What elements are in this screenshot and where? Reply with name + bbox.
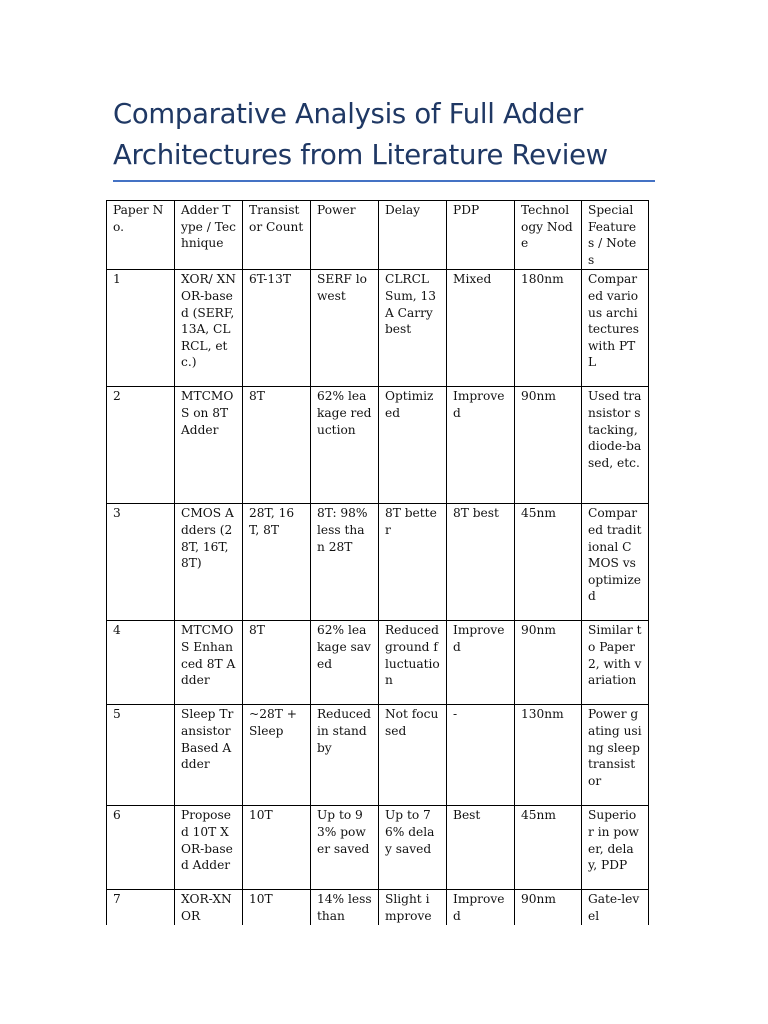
cell-power: 62% leakage saved xyxy=(311,621,379,705)
cell-paper-no: 2 xyxy=(107,387,175,504)
cell-transistor-count: 8T xyxy=(243,387,311,504)
cell-delay: 8T better xyxy=(379,504,447,621)
cell-power: 14% less than xyxy=(311,890,379,925)
cell-adder-type: MTCMOS Enhanced 8T Adder xyxy=(175,621,243,705)
table-row xyxy=(107,387,649,504)
cell-delay: Slight improve xyxy=(379,890,447,925)
cell-delay: Optimized xyxy=(379,387,447,504)
cell-technology-node: 45nm xyxy=(515,806,582,890)
cell-adder-type: CMOS Adders (28T, 16T, 8T) xyxy=(175,504,243,621)
cell-special-features: Gate-level xyxy=(582,890,649,925)
table-row xyxy=(107,504,649,621)
cell-paper-no: 4 xyxy=(107,621,175,705)
cell-adder-type: XOR/ XNOR-based (SERF, 13A, CLRCL, etc.) xyxy=(175,270,243,387)
cell-transistor-count: 8T xyxy=(243,621,311,705)
cell-transistor-count: 6T-13T xyxy=(243,270,311,387)
cell-special-features: Power gating using sleep transistor xyxy=(582,705,649,806)
cell-technology-node: 130nm xyxy=(515,705,582,806)
header-cell-power: Power xyxy=(311,201,379,270)
cell-technology-node: 45nm xyxy=(515,504,582,621)
header-cell-adder-type: Adder Type / Technique xyxy=(175,201,243,270)
cell-paper-no: 3 xyxy=(107,504,175,621)
cell-power: Reduced in standby xyxy=(311,705,379,806)
cell-technology-node: 90nm xyxy=(515,387,582,504)
cell-pdp: Improved xyxy=(447,890,515,925)
cell-adder-type: MTCMOS on 8T Adder xyxy=(175,387,243,504)
cell-power: SERF lowest xyxy=(311,270,379,387)
table-row xyxy=(107,270,649,387)
header-cell-transistor-count: Transistor Count xyxy=(243,201,311,270)
cell-special-features: Compared traditional CMOS vs optimized xyxy=(582,504,649,621)
cell-paper-no: 7 xyxy=(107,890,175,925)
comparison-table xyxy=(106,200,649,925)
cell-pdp: 8T best xyxy=(447,504,515,621)
cell-technology-node: 90nm xyxy=(515,890,582,925)
cell-technology-node: 180nm xyxy=(515,270,582,387)
cell-adder-type: Sleep Transistor Based Adder xyxy=(175,705,243,806)
table-row xyxy=(107,806,649,890)
cell-pdp: Mixed xyxy=(447,270,515,387)
header-cell-technology-node: Technology Node xyxy=(515,201,582,270)
cell-pdp: Improved xyxy=(447,621,515,705)
cell-special-features: Superior in power, delay, PDP xyxy=(582,806,649,890)
cell-pdp: Improved xyxy=(447,387,515,504)
cell-delay: Not focused xyxy=(379,705,447,806)
cell-special-features: Compared various architectures with PTL xyxy=(582,270,649,387)
cell-pdp: Best xyxy=(447,806,515,890)
table-row xyxy=(107,621,649,705)
cell-adder-type: Proposed 10T XOR-based Adder xyxy=(175,806,243,890)
table-header-row xyxy=(107,201,649,270)
header-cell-paper-no: Paper No. xyxy=(107,201,175,270)
cell-pdp: - xyxy=(447,705,515,806)
cell-special-features: Used transistor stacking, diode-based, etc. xyxy=(582,387,649,504)
cell-paper-no: 6 xyxy=(107,806,175,890)
cell-paper-no: 5 xyxy=(107,705,175,806)
header-cell-delay: Delay xyxy=(379,201,447,270)
table-row xyxy=(107,705,649,806)
cell-transistor-count: 28T, 16T, 8T xyxy=(243,504,311,621)
header-cell-special-features: Special Features / Notes xyxy=(582,201,649,270)
cell-adder-type: XOR-XNOR xyxy=(175,890,243,925)
cell-transistor-count: ~28T + Sleep xyxy=(243,705,311,806)
cell-paper-no: 1 xyxy=(107,270,175,387)
cell-delay: Up to 76% delay saved xyxy=(379,806,447,890)
cell-power: 8T: 98% less than 28T xyxy=(311,504,379,621)
cell-technology-node: 90nm xyxy=(515,621,582,705)
cell-power: Up to 93% power saved xyxy=(311,806,379,890)
cell-power: 62% leakage reduction xyxy=(311,387,379,504)
cell-delay: Reduced ground fluctuation xyxy=(379,621,447,705)
cell-transistor-count: 10T xyxy=(243,806,311,890)
cell-delay: CLRCL Sum, 13A Carry best xyxy=(379,270,447,387)
header-cell-pdp: PDP xyxy=(447,201,515,270)
table-row xyxy=(107,890,649,925)
cell-special-features: Similar to Paper 2, with variation xyxy=(582,621,649,705)
cell-transistor-count: 10T xyxy=(243,890,311,925)
page-title: Comparative Analysis of Full Adder Architectures from Literature Review xyxy=(113,98,608,171)
